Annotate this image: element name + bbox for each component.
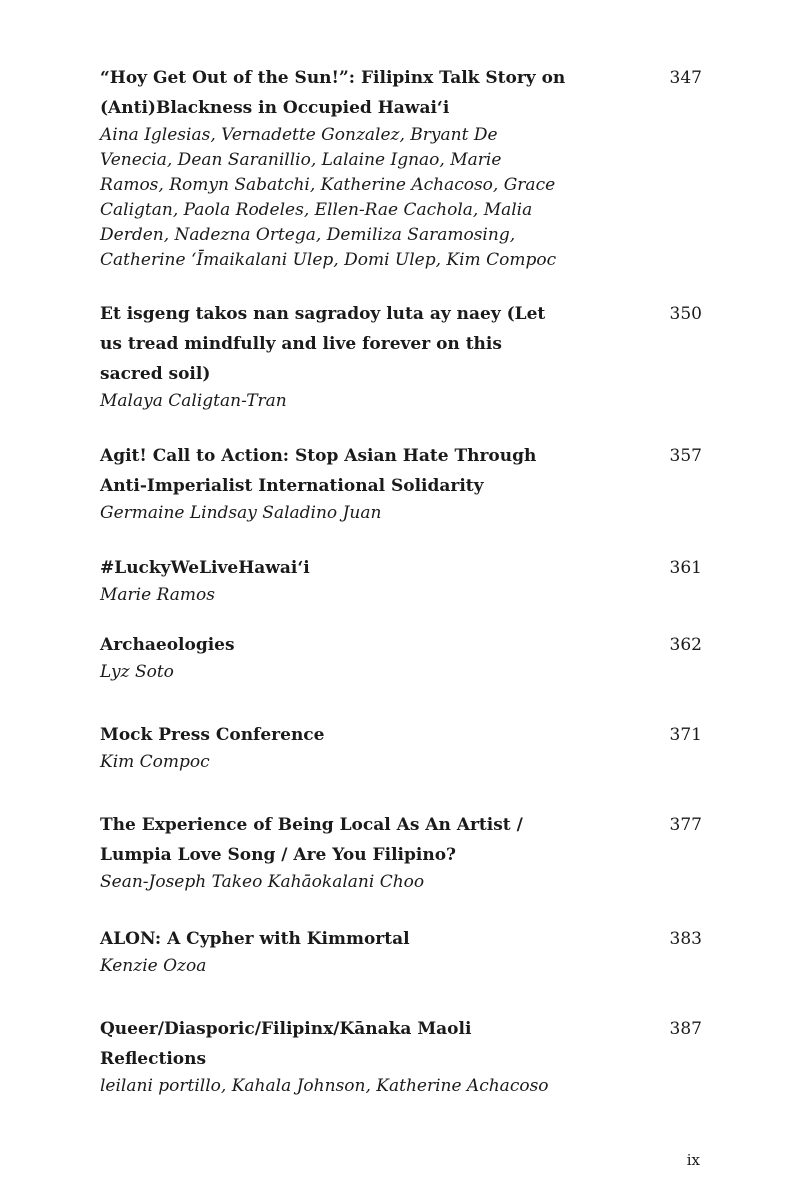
entry-authors: leilani portillo, Kahala Johnson, Katherine Achacoso [100,1076,549,1096]
toc-entry [100,441,702,526]
entry-page-number: 377 [669,815,702,835]
entry-authors: Malaya Caligtan-Tran [100,391,287,411]
entry-title: Queer/Diasporic/Filipinx/Kānaka Maoli Reflections [100,1019,472,1069]
entry-page-number: 387 [669,1019,702,1039]
toc-entry [100,63,702,273]
entry-page-number: 361 [669,558,702,578]
entry-authors: Kim Compoc [100,752,210,772]
entry-page-number: 362 [669,635,702,655]
entry-title: “Hoy Get Out of the Sun!”: Filipinx Talk Story on (Anti)Blackness in Occupied Hawai‘i [100,68,566,118]
entry-title: Mock Press Conference [100,725,325,745]
entry-page-number: 371 [669,725,702,745]
entry-authors: Germaine Lindsay Saladino Juan [100,503,382,523]
toc-entry [100,810,702,895]
entry-title: ALON: A Cypher with Kimmortal [100,929,410,949]
entry-authors: Sean-Joseph Takeo Kahāokalani Choo [100,872,425,892]
toc-entry [100,924,702,979]
toc-entry [100,630,702,685]
toc-entry [100,720,702,775]
entry-authors: Lyz Soto [100,662,174,682]
toc-entry [100,1014,702,1099]
entry-page-number: 383 [669,929,702,949]
entry-title: #LuckyWeLiveHawai‘i [100,558,310,578]
page-folio: ix [686,1151,700,1169]
table-of-contents [100,63,702,1099]
entry-title: Archaeologies [100,635,235,655]
toc-entry [100,299,702,414]
entry-authors: Kenzie Ozoa [100,956,207,976]
entry-page-number: 357 [669,446,702,466]
entry-authors: Marie Ramos [100,585,215,605]
entry-title: The Experience of Being Local As An Artist / Lumpia Love Song / Are You Filipino? [100,815,523,865]
entry-authors: Aina Iglesias, Vernadette Gonzalez, Bryant De Venecia, Dean Saranillio, Lalaine Ignao, Marie Ramos, Romyn Sabatchi, Katherine Achacoso, Grace Caligtan, Paola Rodeles, Ellen-Rae Cachola, Malia Derden, Nadezna Ortega, Demiliza Saramosing, Catherine ‘Īmaikalani Ulep, Domi Ulep, Kim Compoc [100,125,557,270]
entry-title: Et isgeng takos nan sagradoy luta ay naey (Let us tread mindfully and live forever on this sacred soil) [100,304,546,384]
entry-page-number: 350 [669,304,702,324]
entry-title: Agit! Call to Action: Stop Asian Hate Through Anti-Imperialist International Solidarity [100,446,537,496]
toc-entry [100,553,702,608]
entry-page-number: 347 [669,68,702,88]
